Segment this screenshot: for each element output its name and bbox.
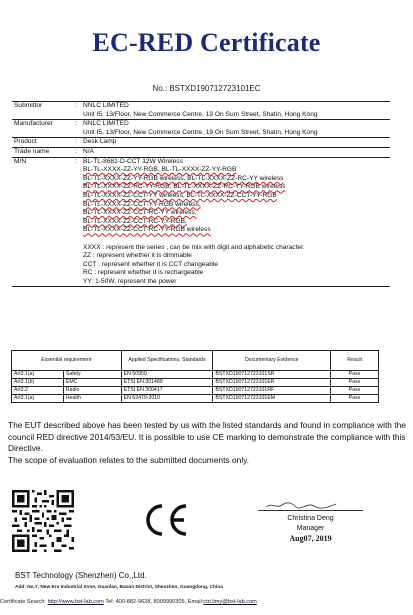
spacer-line	[83, 235, 390, 244]
evidence-cell: BSTXD190712723101EM	[213, 395, 331, 403]
standards-header-row	[12, 351, 379, 371]
signature-line	[258, 510, 363, 511]
model-legend: YY: 1-50W, represent the power	[83, 277, 177, 285]
info-value: Desk Lamp	[83, 138, 117, 146]
info-label: Trade name	[14, 147, 50, 155]
requirement-cell: Safety	[63, 371, 121, 379]
model-line: BL-TL-XXXX-ZZ-CCT-RC-YY-RGB wireless	[83, 226, 211, 234]
statement-paragraph: The scope of evaluation relates to the submitted documents only.	[8, 454, 249, 465]
ce-mark-icon	[140, 500, 192, 540]
model-line: BL-TL-XXXX-ZZ-CCT-RC-YY wireless,	[83, 209, 197, 217]
standard-cell: EN 60950	[121, 371, 213, 379]
certificate-title: EC-RED Certificate	[92, 28, 321, 57]
table-row	[12, 395, 379, 403]
info-row-product: Product : Desk Lamp	[12, 138, 390, 148]
requirement-cell: Radio	[63, 387, 121, 395]
model-line: BL-TL-XXXX-ZZ-CCT-YY-RGB wireless,	[83, 200, 201, 208]
evidence-cell: BSTXD190712723101SR	[213, 371, 331, 379]
model-line: BL-TL-XXXX-ZZ-YY-RGB wireless, BL-TL-XXXX-ZZ-RC-YY wireless	[83, 174, 284, 182]
info-label: Product	[14, 138, 37, 146]
result-cell: Pass	[331, 387, 379, 395]
header-documentary-evidence: Documentary Evidence	[213, 351, 331, 371]
signer-block	[258, 514, 363, 544]
model-line: BL-TL-XXXX-ZZ-RC-YY-RGB, BL-TL-XXXX-ZZ-RC-YY-RGB wireless	[83, 183, 286, 191]
article-cell: Art3.1(a)	[12, 395, 64, 403]
model-line: BL-TL-XXXX-ZZ-CCT-RC-YY-RGB,	[83, 217, 187, 225]
model-legend: RC : represent whether it is rechargeable	[83, 269, 204, 277]
article-cell: Art3.1(b)	[12, 379, 64, 387]
company-name: BST Technology (Shenzhen) Co.,Ltd.	[15, 571, 147, 580]
header-essential-requirement: Essential requirement	[12, 351, 122, 371]
article-cell: Art3.2	[12, 387, 64, 395]
qr-code-icon	[12, 490, 74, 552]
info-row-submittor: Submittor : NNLC LIMITED Unit I5, 13/Floor, New Commerce Centre, 19 On Sum Street, Shatin, Hong Kong	[12, 102, 390, 120]
header-applied-specifications: Applied Specifications, Standards	[121, 351, 213, 371]
website-link[interactable]: http://www.bst-lab.com	[47, 599, 104, 605]
info-value: N/A	[83, 147, 94, 155]
model-legend: XXXX : represent the series , can be mix with digit and alphabetic character.	[83, 243, 305, 251]
article-cell: Art3.1(a)	[12, 371, 64, 379]
evidence-cell: BSTXD190712723101RF	[213, 387, 331, 395]
standard-cell: EN 62479-2010	[121, 395, 213, 403]
standard-cell: ETSI EN 301489	[121, 379, 213, 387]
footer-contact	[0, 599, 257, 605]
evidence-cell: BSTXD190712723101ER	[213, 379, 331, 387]
model-legend: ZZ : represent whether it is dimmable	[83, 252, 192, 260]
signer-title: Manager	[296, 525, 325, 532]
info-row-model: M/N : BL-TL-8681-D-CCT 12W Wireless BL-TL-XXXX-ZZ-YY-RGB, BL-TL-XXXX-ZZ-YY-RGB BL-TL-XXXX-ZZ-YY-RGB wireless, BL-TL-XXXX-ZZ-RC-YY wireless BL-TL-XXXX-ZZ-RC-YY-RGB, BL-TL-XXXX-ZZ-RC-YY-RGB wireless BL-TL-XXXX-ZZ-CCT-YY wireless, BL-TL-XXXX-ZZ-CCT-YY-RGB BL-TL-XXXX-ZZ-CCT-YY-RGB wireless, BL-TL-XXXX-ZZ-CCT-RC-YY wireless, BL-TL-XXXX-ZZ-CCT-RC-YY-RGB, BL-TL-XXXX-ZZ-CCT-RC-YY-RGB wireless XXXX : represent the series , can be mix with digit and alphabetic character. ZZ : represent whether it is dimmable CCT : represent whether it is CCT changeable RC : represent whether it is rechargeable YY: 1-50W, represent the power	[12, 158, 390, 288]
info-label: M/N	[14, 157, 27, 165]
info-label: Manufacturer	[14, 120, 53, 128]
model-legend: CCT : represent whether it is CCT changeable	[83, 260, 218, 268]
requirement-cell: EMC	[63, 379, 121, 387]
signer-name: Christina Deng	[287, 515, 334, 522]
info-table	[12, 101, 390, 287]
table-row	[12, 379, 379, 387]
issue-date: Aug07, 2019	[289, 534, 332, 543]
info-label: Submittor	[14, 102, 43, 109]
header-result: Result	[331, 351, 379, 371]
phone-text: Tel: 400-882-9628, 8009990305,	[105, 599, 187, 605]
compliance-statement	[8, 420, 413, 466]
company-address: Add: No.7, New Era Industrial Zone, Guanlan, Baoan District, Shenzhen, Guangdong, China	[15, 585, 223, 590]
signature-icon	[262, 500, 342, 510]
info-value: Unit I5, 13/Floor, New Commerce Centre, 19 On Sum Street, Shatin, Hong Kong	[83, 128, 318, 136]
info-row-trade-name: Trade name : N/A	[12, 148, 390, 158]
standards-table	[11, 350, 379, 403]
email-label: Email:	[187, 599, 204, 605]
table-row	[12, 371, 379, 379]
email-link[interactable]: ctri.limy@bst-lab.com	[203, 599, 257, 605]
model-line: BL-TL-XXXX-ZZ-CCT-YY wireless, BL-TL-XXXX-ZZ-CCT-YY-RGB	[83, 191, 277, 199]
result-cell: Pass	[331, 379, 379, 387]
result-cell: Pass	[331, 395, 379, 403]
statement-paragraph: The EUT described above has been tested by us with the listed standards and found in compliance with the council RED directive 2014/53/EU. It is possible to use CE marking to demonstrate the compliance with this Directive.	[8, 420, 406, 454]
model-line: BL-TL-8681-D-CCT 12W Wireless	[83, 157, 183, 165]
info-row-manufacturer: Manufacturer : NNLC LIMITED Unit I5, 13/Floor, New Commerce Centre, 19 On Sum Street, Shatin, Hong Kong	[12, 120, 390, 138]
requirement-cell: Health	[63, 395, 121, 403]
standard-cell: ETSI EN 300417	[121, 387, 213, 395]
search-label: Certificate Search:	[0, 599, 47, 605]
info-value: NNLC LIMITED	[83, 120, 129, 128]
info-value: Unit I5, 13/Floor, New Commerce Centre, 19 On Sum Street, Shatin, Hong Kong	[83, 110, 318, 118]
model-line: BL-TL-XXXX-ZZ-YY-RGB, BL-TL-XXXX-ZZ-YY-RGB	[83, 166, 237, 174]
table-row	[12, 387, 379, 395]
certificate-number: No.: BSTXD190712723101EC	[152, 84, 261, 93]
result-cell: Pass	[331, 371, 379, 379]
info-value: NNLC LIMITED	[83, 102, 129, 109]
